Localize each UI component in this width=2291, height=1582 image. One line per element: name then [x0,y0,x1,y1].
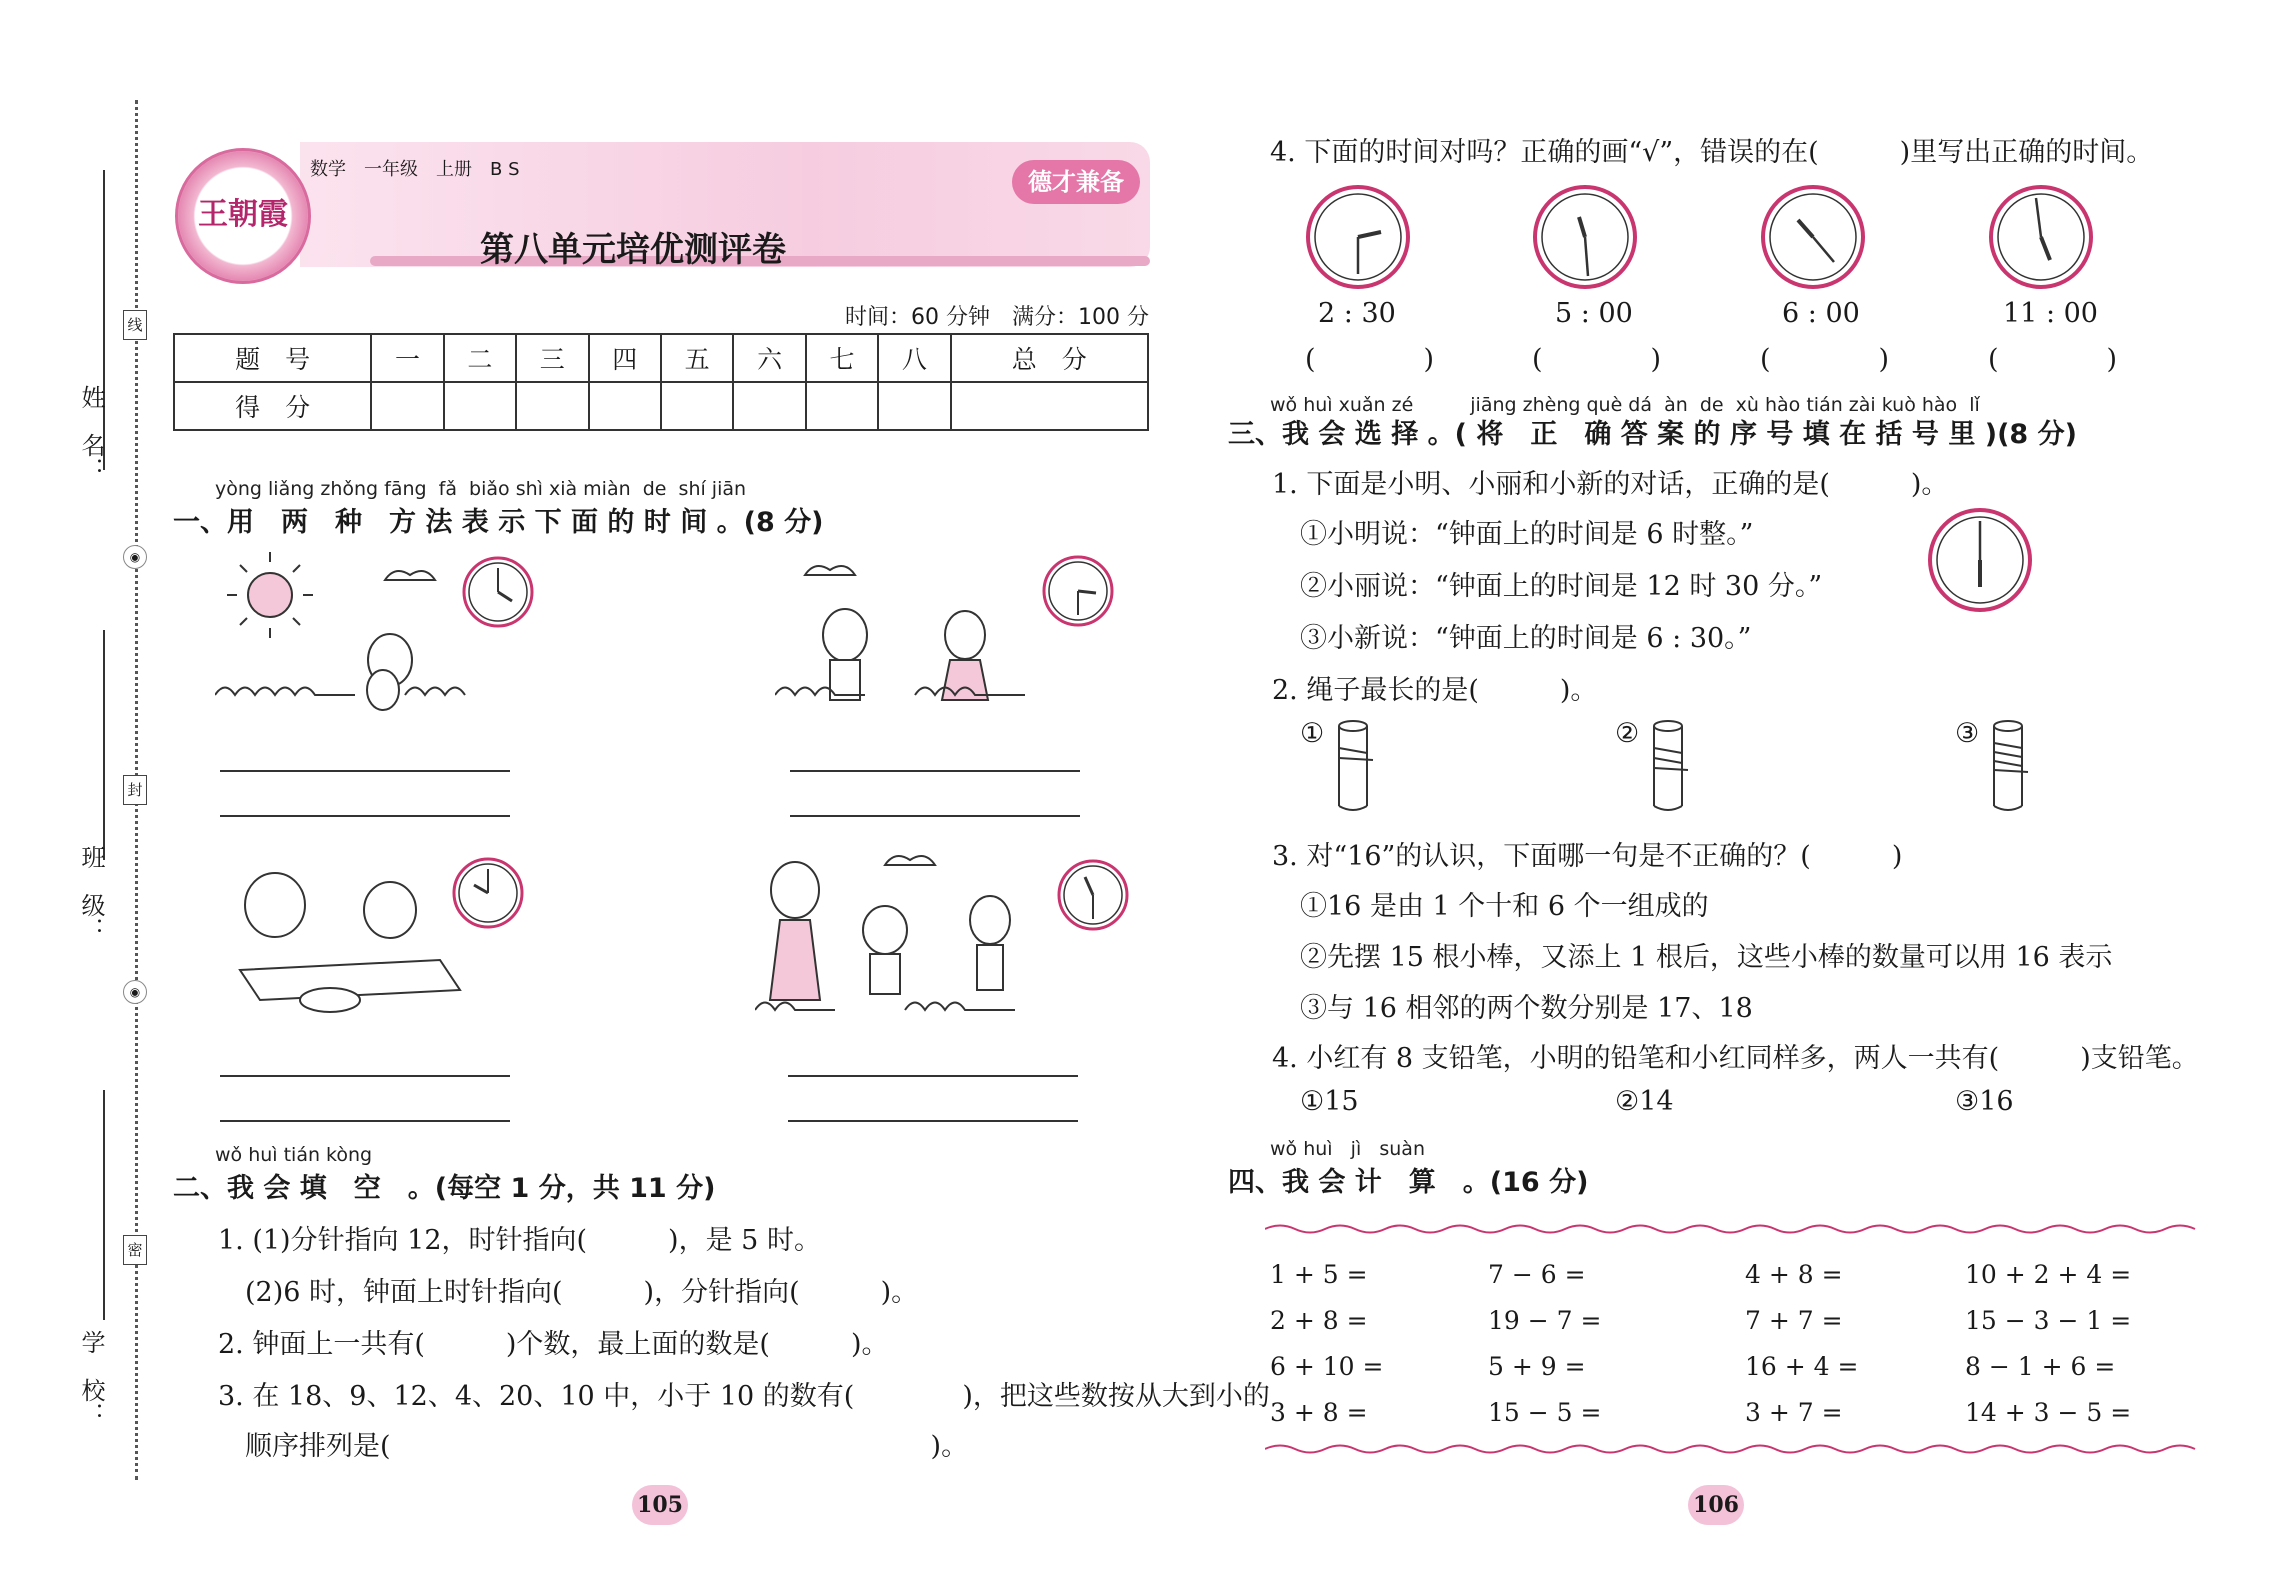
question-3-1: 1. 下面是小明、小丽和小新的对话，正确的是( )。 [1272,469,1949,500]
section2-heading: 二、我 会 填 空 。(每空 1 分，共 11 分) [173,1173,716,1204]
answer-parens[interactable]: ( ) [1532,344,1662,375]
score-cell: 二 [444,334,516,382]
score-cell: 三 [516,334,588,382]
answer-line[interactable] [220,1075,510,1077]
option: ③小新说：“钟面上的时间是 6 : 30。” [1300,623,1752,654]
binding-hole-icon: ◉ [123,545,147,569]
option: ①16 是由 1 个十和 6 个一组成的 [1300,891,1709,922]
clock-icon [1303,182,1413,292]
clock-time-label: 6 : 00 [1782,298,1860,329]
option: ②14 [1615,1086,1674,1117]
score-input-cell[interactable] [733,382,805,430]
section3-pinyin: wǒ huì xuǎn zé jiāng zhèng què dá àn de xù hào tián zài kuò hào lǐ [1270,394,1980,416]
calc-item: 7 − 6 = [1488,1260,1586,1289]
calc-item: 2 + 8 = [1270,1306,1368,1335]
question-2-3a: 3. 在 18、9、12、4、20、10 中，小于 10 的数有( )，把这些数按从大到小的 [218,1381,1270,1412]
score-cell: 七 [806,334,878,382]
binding-mark-feng: 封 [123,775,147,805]
clock-icon [1986,182,2096,292]
answer-line[interactable] [220,770,510,772]
score-input-cell[interactable] [371,382,443,430]
score-cell: 五 [661,334,733,382]
question-3-3: 3. 对“16”的认识，下面哪一句是不正确的？( ) [1272,841,1903,872]
scene-family-illustration [755,850,1085,1030]
motto-badge: 德才兼备 [1012,160,1140,204]
question-3-4: 4. 小红有 8 支铅笔，小明的铅笔和小红同样多，两人一共有( )支铅笔。 [1272,1043,2199,1074]
section4-pinyin: wǒ huì jì suàn [1270,1138,1425,1160]
score-input-cell[interactable] [589,382,661,430]
section1-pinyin: yòng liǎng zhǒng fāng fǎ biǎo shì xià miàn de shí jiān [215,478,747,500]
section3-heading: 三、我 会 选 择 。( 将 正 确 答 案 的 序 号 填 在 括 号 里 )(8 分) [1228,419,2077,450]
name-label: 姓 名： [77,385,105,481]
option-label: ③ [1955,718,1980,749]
option: ②先摆 15 根小棒，又添上 1 根后，这些小棒的数量可以用 16 表示 [1300,942,2113,973]
option-label: ① [1300,718,1325,749]
answer-line[interactable] [220,1120,510,1122]
question-3-2: 2. 绳子最长的是( )。 [1272,675,1598,706]
calc-item: 15 − 3 − 1 = [1965,1306,2132,1335]
calc-item: 16 + 4 = [1745,1352,1859,1381]
answer-parens[interactable]: ( ) [1760,344,1890,375]
answer-line[interactable] [790,815,1080,817]
page-title: 第八单元培优测评卷 [480,230,786,270]
calc-item: 8 − 1 + 6 = [1965,1352,2116,1381]
section2-pinyin: wǒ huì tián kòng [215,1144,373,1166]
question-2-1b: (2)6 时，钟面上时针指向( )，分针指向( )。 [245,1277,919,1308]
rope-cylinder-2-icon [1650,718,1690,813]
binding-mark-xian: 线 [123,310,147,340]
brand-logo [175,148,311,284]
calc-item: 4 + 8 = [1745,1260,1843,1289]
clock-time-label: 5 : 00 [1555,298,1633,329]
score-input-cell[interactable] [951,382,1148,430]
score-input-cell[interactable] [806,382,878,430]
calc-item: 14 + 3 − 5 = [1965,1398,2132,1427]
page-number-right: 106 [1688,1485,1744,1525]
option: ①15 [1300,1086,1359,1117]
score-cell: 八 [878,334,950,382]
binding-hole-icon: ◉ [123,980,147,1004]
calc-item: 3 + 8 = [1270,1398,1368,1427]
score-cell: 一 [371,334,443,382]
scene-dog-deer-illustration [775,555,1085,725]
calc-item: 6 + 10 = [1270,1352,1384,1381]
score-cell: 题 号 [174,334,371,382]
logo-text: 王朝霞 [198,197,288,232]
score-row-label: 得 分 [174,382,371,430]
option-label: ② [1615,718,1640,749]
question-2-3b: 顺序排列是( )。 [245,1431,969,1462]
clock-icon [1758,182,1868,292]
calc-item: 7 + 7 = [1745,1306,1843,1335]
calc-item: 10 + 2 + 4 = [1965,1260,2132,1289]
binding-mark-mi: 密 [123,1235,147,1265]
school-write-line [103,1090,105,1320]
score-cell: 总 分 [951,334,1148,382]
decorative-wave-top [1265,1222,2200,1236]
decorative-wave-bottom [1265,1442,2200,1456]
clock-icon [1925,505,2035,615]
clock-time-label: 11 : 00 [2003,298,2098,329]
question-2-4: 4. 下面的时间对吗？正确的画“√”，错误的在( )里写出正确的时间。 [1270,137,2154,168]
clock-icon [1040,553,1116,629]
subject-line: 数学 一年级 上册 B S [310,159,520,180]
score-input-cell[interactable] [444,382,516,430]
school-label: 学 校： [77,1330,105,1426]
answer-line[interactable] [788,1120,1078,1122]
calc-item: 3 + 7 = [1745,1398,1843,1427]
option: ③16 [1955,1086,2014,1117]
class-write-line [103,630,105,860]
answer-parens[interactable]: ( ) [1305,344,1435,375]
calc-item: 15 − 5 = [1488,1398,1602,1427]
clock-time-label: 2 : 30 [1318,298,1396,329]
score-input-cell[interactable] [516,382,588,430]
calc-item: 19 − 7 = [1488,1306,1602,1335]
question-2-1a: 1. (1)分针指向 12，时针指向( )，是 5 时。 [218,1225,821,1256]
option: ③与 16 相邻的两个数分别是 17、18 [1300,993,1753,1024]
clock-icon [450,855,526,931]
section4-heading: 四、我 会 计 算 。(16 分) [1228,1167,1589,1198]
option: ①小明说：“钟面上的时间是 6 时整。” [1300,519,1754,550]
clock-icon [1055,857,1131,933]
exam-info: 时间：60 分钟 满分：100 分 [845,305,1149,330]
clock-icon [1530,182,1640,292]
question-2-2: 2. 钟面上一共有( )个数，最上面的数是( )。 [218,1329,889,1360]
score-cell: 六 [733,334,805,382]
score-cell: 四 [589,334,661,382]
score-table-score-row [174,382,1148,430]
answer-parens[interactable]: ( ) [1988,344,2118,375]
score-table [173,333,1149,431]
score-input-cell[interactable] [661,382,733,430]
page-number-left: 105 [632,1485,688,1525]
option: ②小丽说：“钟面上的时间是 12 时 30 分。” [1300,571,1823,602]
answer-line[interactable] [790,770,1080,772]
score-input-cell[interactable] [878,382,950,430]
class-label: 班 级： [77,845,105,941]
rope-cylinder-3-icon [1990,718,2030,813]
section1-heading: 一、用 两 种 方 法 表 示 下 面 的 时 间 。(8 分) [173,507,824,538]
calc-item: 1 + 5 = [1270,1260,1368,1289]
score-table-header-row [174,334,1148,382]
answer-line[interactable] [220,815,510,817]
clock-icon [460,554,536,630]
calc-item: 5 + 9 = [1488,1352,1586,1381]
answer-line[interactable] [788,1075,1078,1077]
rope-cylinder-1-icon [1335,718,1375,813]
